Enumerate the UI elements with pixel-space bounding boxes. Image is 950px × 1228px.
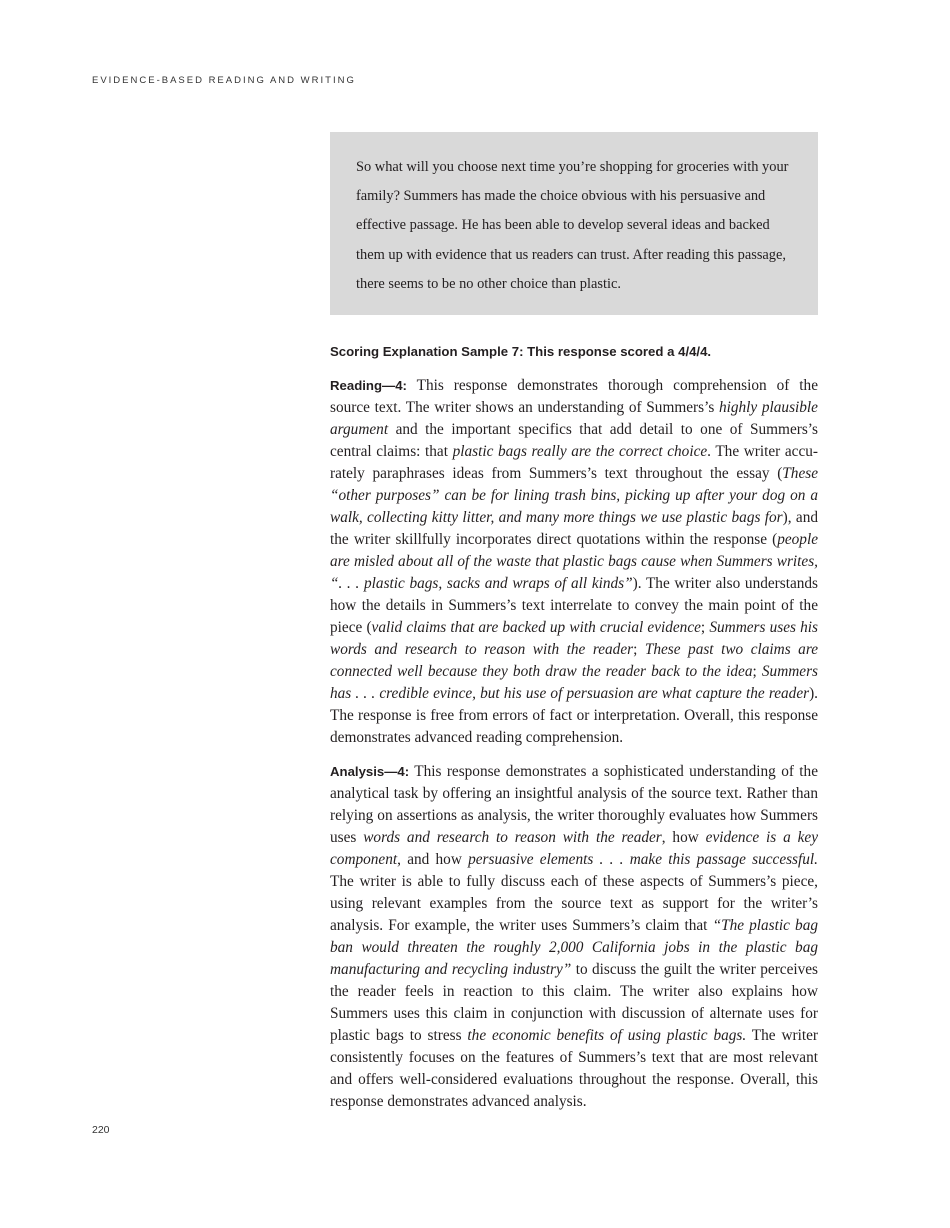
student-response-excerpt [330,132,818,315]
reading-text: . The writer accurately paraphrases ideas from Summers’s text throughout the essay ( [330,443,818,482]
analysis-quote: “The plastic bag ban would threaten the roughly 2,000 California jobs in the plastic bag manufacturing and recycling industry” [330,917,818,978]
reading-quote: These past two claims are connected well because they both draw the reader back to the idea [330,641,818,680]
reading-text: ; [633,641,645,658]
reading-quote: highly plausible argument [330,399,818,438]
reading-text: ). The response is free from errors of fact or interpretation. Overall, this response demonstrates advanced reading comprehension. [330,685,818,746]
reading-quote: plastic bags really are the correct choice [452,443,708,460]
reading-score-paragraph [330,375,818,749]
reading-text: and the important specifics that add detail to one of Summers’s central claims: that [330,421,818,460]
analysis-text: to discuss the guilt the writer perceives the reader feels in reaction to this claim. The writer also explains how Summers uses this claim in conjunction with discussion of alternate uses for plastic bags to stress [330,961,819,1044]
excerpt-text: So what will you choose next time you’re shopping for groceries with your family? Summers has made the choice obvious with his persuasive and effective passage. He has been able to develop several ideas and backed them up with evidence that us readers can trust. After reading this passage, there seems to be no other choice than plastic. [356,159,789,292]
analysis-quote: the economic benefits of using plastic bags. [467,1027,747,1044]
reading-text: ; [752,663,762,680]
running-head: EVIDENCE-BASED READING AND WRITING [92,75,356,86]
reading-quote: Summers uses his words and research to reason with the reader [330,619,818,658]
analysis-text: The writer consistently focuses on the features of Summers’s text that are most relevant and offers well-considered evaluations throughout the response. Overall, this response demonstrates advanced analysis. [330,1027,818,1110]
reading-quote: These “other purposes” can be for lining trash bins, picking up after your dog on a walk, collecting kitty litter, and many more things we use plastic bags for [330,465,818,526]
reading-text: This response demonstrates thorough comprehension of the source text. The writer shows an understanding of Summers’s [330,377,818,416]
reading-text: ; [700,619,710,636]
reading-quote: people are misled about all of the waste that plastic bags cause when Summers writes, “. . . plastic bags, sacks and wraps of all kinds” [330,531,818,592]
analysis-score-label: Analysis—4: [330,764,410,779]
reading-quote: Summers has . . . credible evince, but his use of persuasion are what capture the reader [330,663,818,702]
analysis-score-paragraph [330,761,818,1113]
scoring-explanation-heading: Scoring Explanation Sample 7: This response scored a 4/4/4. [330,344,712,359]
reading-score-label: Reading—4: [330,378,407,393]
reading-quote: valid claims that are backed up with crucial evidence [371,619,701,636]
analysis-quote: persuasive elements . . . make this passage successful. [468,851,818,868]
page-number: 220 [92,1124,110,1136]
reading-text: ), and the writer skillfully incorporates direct quotations within the response ( [330,509,818,548]
analysis-text: , how [661,829,706,846]
analysis-quote: evidence is a key component [330,829,818,868]
reading-text: ). The writer also understands how the details in Summers’s text interrelate to convey the main point of the piece ( [330,575,819,636]
analysis-quote: words and research to reason with the reader [363,829,662,846]
analysis-text: , and how [397,851,469,868]
analysis-text: The writer is able to fully discuss each of these aspects of Summers’s piece, using relevant examples from the source text as support for the writer’s analysis. For example, the writer uses Summers’s claim that [330,873,818,934]
analysis-text: This response demonstrates a sophisticated understanding of the analytical task by offering an insightful analysis of the source text. Rather than relying on assertions as analysis, the writer thoroughly evaluates how Summers uses [330,763,818,846]
